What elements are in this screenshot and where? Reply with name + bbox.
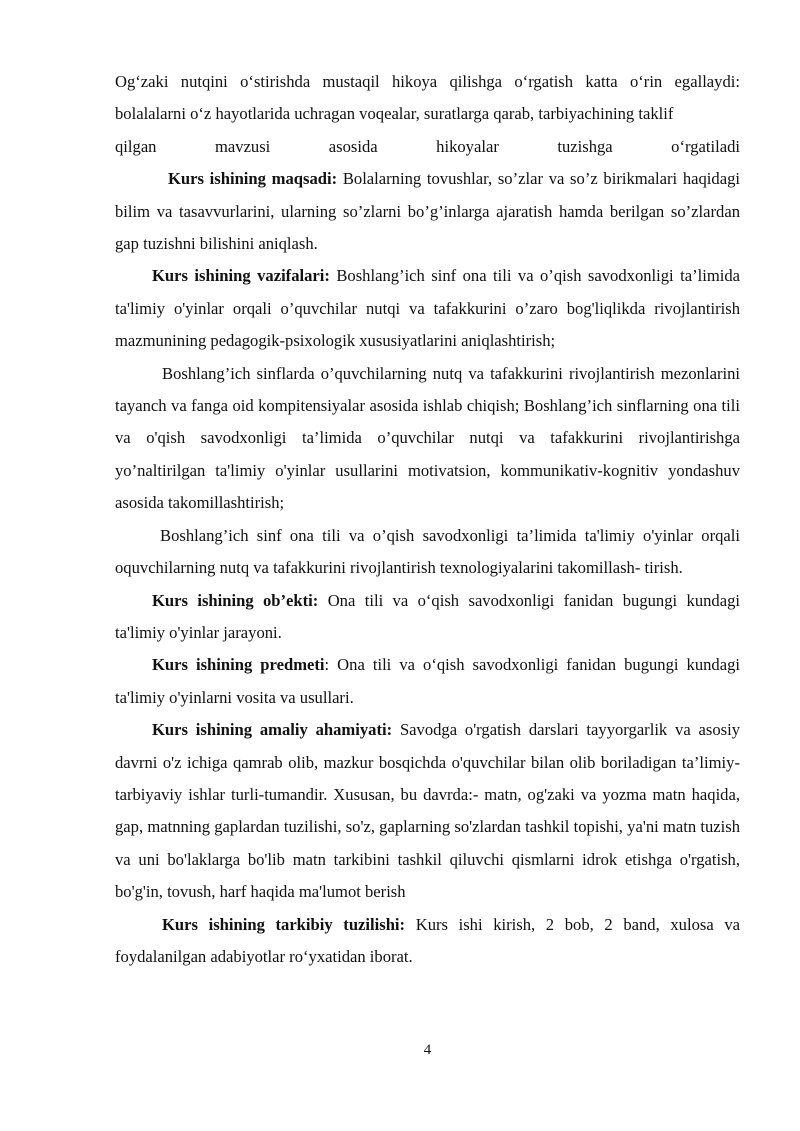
paragraph-amaliy-ahamiyati	[115, 714, 740, 908]
section-heading: Kurs ishining predmeti	[152, 655, 325, 675]
paragraph-intro-end	[115, 131, 740, 163]
document-page	[115, 66, 740, 973]
paragraph-predmeti	[115, 649, 740, 714]
section-heading: Kurs ishining ob’ekti:	[152, 590, 319, 610]
paragraph-text: Bolalarning tovushlar, so’zlar va so’z birikmalari haqidagi bilim va tasavvurlarini, ularning so’zlarni bo’g’inlarga ajaratish hamda berilgan so’zlardan gap tuzishni bilishini aniqlash.	[115, 169, 740, 254]
paragraph-tarkibiy-tuzilishi	[115, 909, 740, 974]
section-heading: Kurs ishining tarkibiy tuzilishi:	[162, 914, 406, 934]
section-heading: Kurs ishining maqsadi:	[168, 169, 338, 189]
paragraph-text: Kurs ishi kirish, 2 bob, 2 band, xulosa va foydalanilgan adabiyotlar ro‘yxatidan iborat.	[115, 914, 740, 966]
section-heading: Kurs ishining amaliy ahamiyati:	[152, 720, 393, 740]
paragraph-text: Ona tili va o‘qish savodxonligi fanidan bugungi kundagi ta'limiy o'yinlar jarayoni.	[115, 590, 740, 642]
paragraph-vazifa-3	[115, 520, 740, 585]
paragraph-obekti	[115, 585, 740, 650]
paragraph-text: : Ona tili va o‘qish savodxonligi fanidan bugungi kundagi ta'limiy o'yinlarni vosita va usullari.	[115, 655, 740, 707]
paragraph-text: Savodga o'rgatish darslari tayyorgarlik va asosiy davrni o'z ichiga qamrab olib, mazkur bosqichda o'quvchilar bilan olib boriladigan ta’limiy-tarbiyaviy ishlar turli-tumandir. Xususan, bu davrda:- matn, og'zaki va yozma matn haqida, gap, matnning gaplardan tuzilishi, so'z, gaplarning so'zlardan tashkil topishi, ya'ni matn tuzish va uni bo'laklarga bo'lib matn tarkibini tashkil qiluvchi qismlarni idrok etishga o'rgatish, bo'g'in, tovush, harf haqida ma'lumot berish	[115, 720, 741, 902]
paragraph-vazifa-2	[115, 358, 740, 520]
paragraph-maqsadi	[115, 163, 740, 260]
paragraph-vazifalari	[115, 260, 740, 357]
paragraph-intro	[115, 66, 740, 131]
paragraph-text: Boshlang’ich sinf ona tili va o’qish savodxonligi ta’limida ta'limiy o'yinlar orqali oquvchilarning nutq va tafakkurini rivojlantirish texnologiyalarini takomillash- tirish.	[115, 525, 740, 578]
paragraph-text: Boshlang’ich sinf ona tili va o’qish savodxonligi ta’limida ta'limiy o'yinlar orqali o’quvchilar nutqi va tafakkurini o’zaro bog'liqlikda rivojlantirish mazmunining pedagogik-psixologik xususiyatlarini aniqlashtirish;	[115, 266, 741, 351]
section-heading: Kurs ishining vazifalari:	[152, 266, 330, 286]
page-number: 4	[423, 1042, 432, 1058]
paragraph-text: Boshlang’ich sinflarda o’quvchilarning nutq va tafakkurini rivojlantirish mezonlarini tayanch va fanga oid kompitensiyalar asosida ishlab chiqish; Boshlang’ich sinflarning ona tili va o'qish savodxonligi ta’limida o’quvchilar nutqi va tafakkurini rivojlantirishga yo’naltirilgan ta'limiy o'yinlar usullarini motivatsion, kommunikativ-kognitiv yondashuv asosida takomillashtirish;	[115, 363, 740, 513]
paragraph-text: Og‘zaki nutqini o‘stirishda mustaqil hikoya qilishga o‘rgatish katta o‘rin egallaydi: bolalalarni o‘z hayotlarida uchragan voqealar, suratlarga qarab, tarbiyachining taklif	[115, 72, 740, 124]
paragraph-text: qilgan mavzusi asosida hikoyalar tuzishga o‘rgatiladi	[115, 136, 740, 156]
